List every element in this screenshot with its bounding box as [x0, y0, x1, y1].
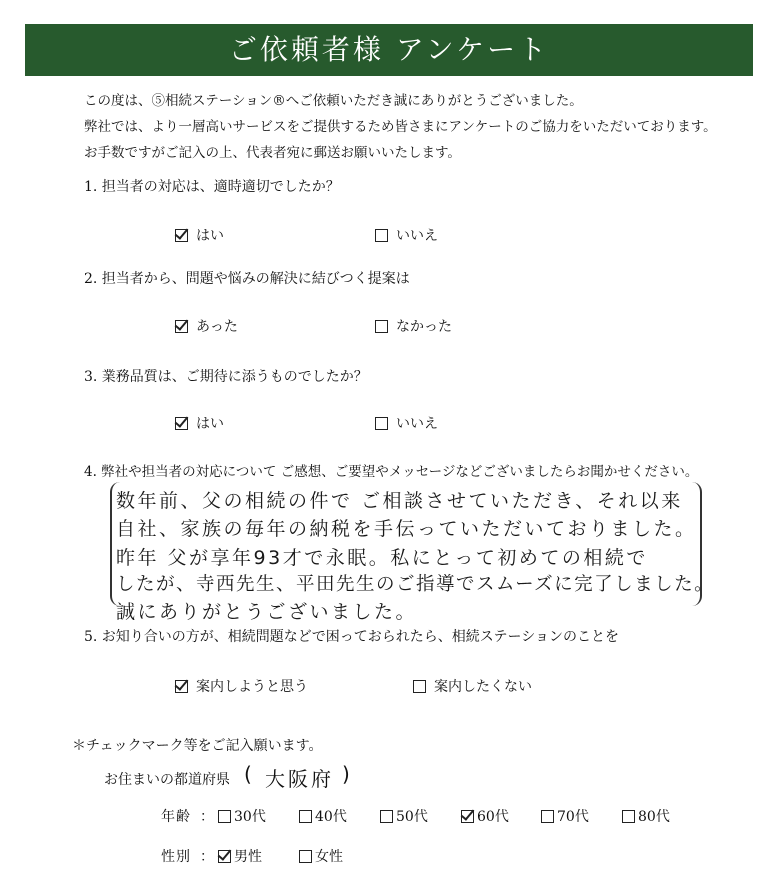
- question-1: 1. 担当者の対応は、適時適切でしたか？: [84, 179, 340, 195]
- comment-line: したが、寺西先生、平田先生のご指導でスムーズに完了しました。: [116, 574, 715, 595]
- checkbox[interactable]: [380, 810, 393, 823]
- option-label: はい: [196, 228, 224, 244]
- survey-title: ご依頼者様 アンケート: [228, 33, 550, 66]
- intro-line: この度は、⑤相続ステーション®へご依頼いただき誠にありがとうございました。: [84, 93, 583, 109]
- option-label: 40代: [315, 809, 347, 825]
- checkbox-checked[interactable]: [218, 850, 231, 863]
- checkbox[interactable]: [299, 810, 312, 823]
- comment-line: 昨年 父が享年93才で永眠。私にとって初めての相続で: [116, 547, 648, 569]
- option-label: あった: [196, 319, 238, 335]
- q3-option-yes[interactable]: [175, 413, 224, 433]
- option-label: 案内しようと思う: [196, 679, 308, 695]
- checkbox-checked[interactable]: [175, 229, 188, 242]
- age-option-70[interactable]: [541, 806, 589, 826]
- checkbox[interactable]: [375, 229, 388, 242]
- age-option-80[interactable]: [622, 806, 670, 826]
- prefecture-value[interactable]: 大阪府: [265, 767, 334, 791]
- option-label: なかった: [396, 319, 452, 335]
- checkbox[interactable]: [541, 810, 554, 823]
- gender-colon: ：: [200, 849, 214, 865]
- option-label: はい: [196, 416, 224, 432]
- question-4: 4. 弊社や担当者の対応について ご感想、ご要望やメッセージなどございましたらお聞かせください。: [84, 464, 699, 480]
- checkbox[interactable]: [375, 320, 388, 333]
- option-label: いいえ: [396, 416, 438, 432]
- question-3: 3. 業務品質は、ご期待に添うものでしたか？: [84, 369, 368, 385]
- intro-line: お手数ですがご記入の上、代表者宛に郵送お願いいたします。: [84, 145, 461, 161]
- option-label: 70代: [557, 809, 589, 825]
- prefecture-label: お住まいの都道府県: [104, 772, 230, 788]
- age-option-60[interactable]: [461, 806, 509, 826]
- option-label: 30代: [234, 809, 266, 825]
- q2-option-yes[interactable]: [175, 316, 238, 336]
- survey-header: [25, 24, 753, 76]
- age-label: 年齢: [161, 809, 191, 825]
- checkbox[interactable]: [375, 417, 388, 430]
- gender-label: 性別: [161, 849, 191, 865]
- question-2: 2. 担当者から、問題や悩みの解決に結びつく提案は: [84, 271, 410, 287]
- option-label: 男性: [234, 849, 262, 865]
- prefecture-close-paren: ): [342, 762, 350, 786]
- option-label: 女性: [315, 849, 343, 865]
- checkbox-checked[interactable]: [461, 810, 474, 823]
- option-label: 50代: [396, 809, 428, 825]
- option-label: 案内したくない: [434, 679, 532, 695]
- check-note: ＊チェックマーク等をご記入願います。: [72, 738, 323, 754]
- checkbox[interactable]: [413, 680, 426, 693]
- prefecture-open-paren: (: [244, 762, 252, 786]
- age-colon: ：: [200, 809, 214, 825]
- checkbox[interactable]: [622, 810, 635, 823]
- q5-option-yes[interactable]: [175, 676, 308, 696]
- age-option-40[interactable]: [299, 806, 347, 826]
- comment-line: 自社、家族の毎年の納税を手伝っていただいておりました。: [116, 518, 697, 540]
- checkbox-checked[interactable]: [175, 320, 188, 333]
- checkbox[interactable]: [299, 850, 312, 863]
- intro-text: [84, 88, 764, 166]
- comment-line: 誠にありがとうございました。: [116, 601, 418, 623]
- q2-option-no[interactable]: [375, 316, 452, 336]
- q5-option-no[interactable]: [413, 676, 532, 696]
- age-option-30[interactable]: [218, 806, 266, 826]
- q3-option-no[interactable]: [375, 413, 438, 433]
- intro-line: 弊社では、より一層高いサービスをご提供するため皆さまにアンケートのご協力をいただいております。: [84, 119, 717, 135]
- checkbox-checked[interactable]: [175, 680, 188, 693]
- q1-option-yes[interactable]: [175, 225, 224, 245]
- gender-option-male[interactable]: [218, 846, 262, 866]
- q1-option-no[interactable]: [375, 225, 438, 245]
- checkbox[interactable]: [218, 810, 231, 823]
- question-5: 5. お知り合いの方が、相続問題などで困っておられたら、相続ステーションのことを: [84, 629, 619, 645]
- checkbox-checked[interactable]: [175, 417, 188, 430]
- comment-line: 数年前、父の相続の件で ご相談させていただき、それ以来: [116, 490, 683, 512]
- gender-option-female[interactable]: [299, 846, 343, 866]
- option-label: 80代: [638, 809, 670, 825]
- age-option-50[interactable]: [380, 806, 428, 826]
- option-label: いいえ: [396, 228, 438, 244]
- option-label: 60代: [477, 809, 509, 825]
